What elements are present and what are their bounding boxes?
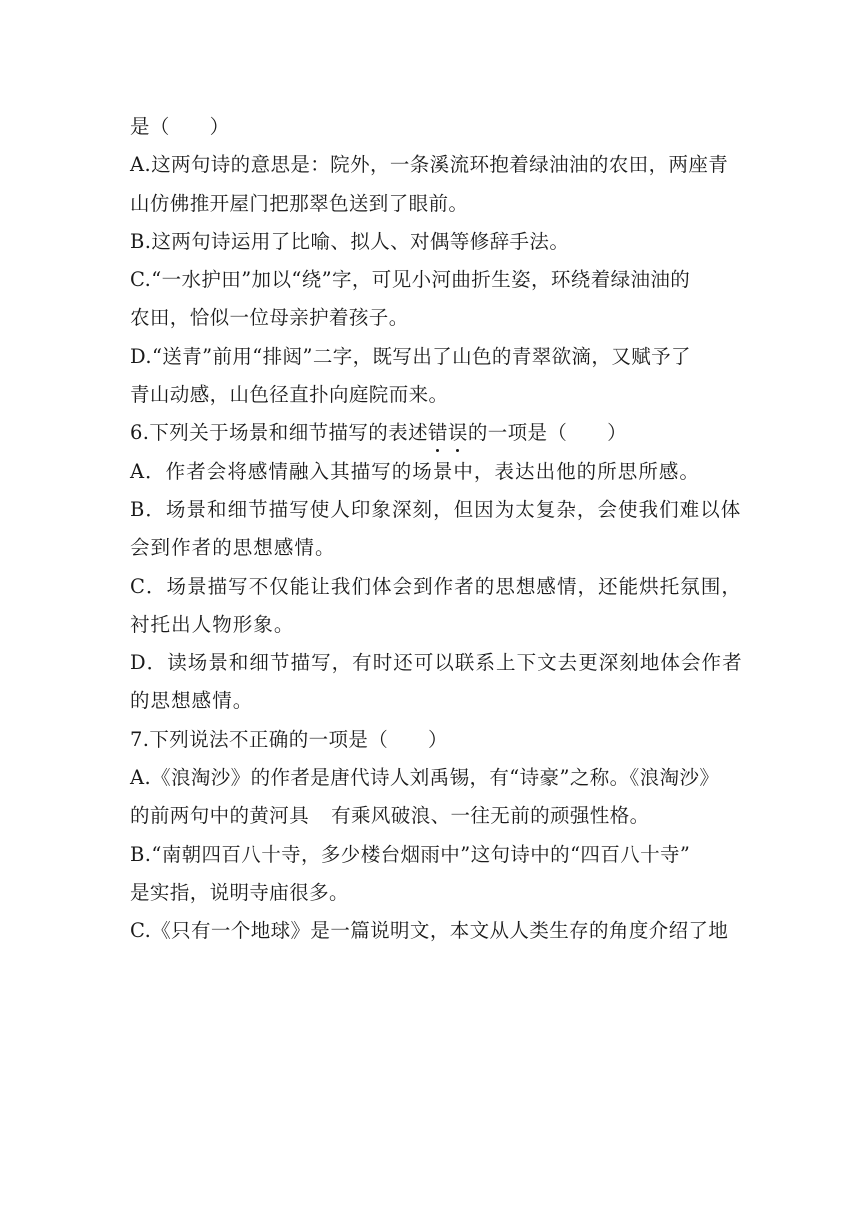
- question-6-text: 6.下列关于场景和细节描写的表述: [130, 421, 429, 445]
- option-d-line: D.“送青”前用“排闼”二字，既写出了山色的青翠欲滴，又赋予了: [130, 344, 691, 368]
- option-c-line: C.“一水护田”加以“绕”字，可见小河曲折生姿，环绕着绿油油的: [130, 268, 691, 292]
- text-line: 是实指，说明寺庙很多。: [130, 880, 349, 904]
- option-a-line: A.《浪淘沙》的作者是唐代诗人刘禹锡，有“诗豪”之称。《浪淘沙》: [130, 766, 720, 790]
- option-d-line: D．读场景和细节描写，有时还可以联系上下文去更深刻地体会作者: [130, 651, 743, 675]
- document-page: [130, 108, 743, 951]
- text-line: 青山动感，山色径直扑向庭院而来。: [130, 383, 449, 407]
- text-segment: 的前两句中的黄河具: [130, 804, 310, 828]
- option-c-line: C.《只有一个地球》是一篇说明文，本文从人类生存的角度介绍了地: [130, 919, 729, 943]
- text-line: 农田，恰似一位母亲护着孩子。: [130, 306, 409, 330]
- text-line: 山仿佛推开屋门把那翠色送到了眼前。: [130, 191, 469, 215]
- question-6-text: 的一项是（ ）: [467, 421, 628, 445]
- option-b-line: B．场景和细节描写使人印象深刻，但因为太复杂，会使我们难以体: [130, 497, 742, 521]
- option-b-line: B.“南朝四百八十寺，多少楼台烟雨中”这句诗中的“四百八十寺”: [130, 842, 691, 866]
- option-b-line: B.这两句诗运用了比喻、拟人、对偶等修辞手法。: [130, 229, 570, 253]
- text-segment: 有乘风破浪、一往无前的顽强性格。: [331, 804, 650, 828]
- text-line: 会到作者的思想感情。: [130, 536, 336, 560]
- option-a-line: A.这两句诗的意思是：院外，一条溪流环抱着绿油油的农田，两座青: [130, 153, 729, 177]
- text-line: [130, 797, 734, 835]
- text-line: 的思想感情。: [130, 689, 254, 713]
- text-line: 衬托出人物形象。: [130, 612, 295, 636]
- text-line: 是（ ）: [130, 115, 230, 138]
- option-c-line: C．场景描写不仅能让我们体会到作者的思想感情，还能烘托氛围，: [130, 574, 742, 598]
- emphasis-dot-char: 错: [428, 421, 448, 445]
- question-7-line: 7.下列说法不正确的一项是（ ）: [130, 727, 448, 751]
- emphasis-dot-char: 误: [447, 421, 468, 445]
- question-6-line: [130, 414, 734, 452]
- option-a-line: A．作者会将感情融入其描写的场景中，表达出他的所思所感。: [130, 459, 700, 483]
